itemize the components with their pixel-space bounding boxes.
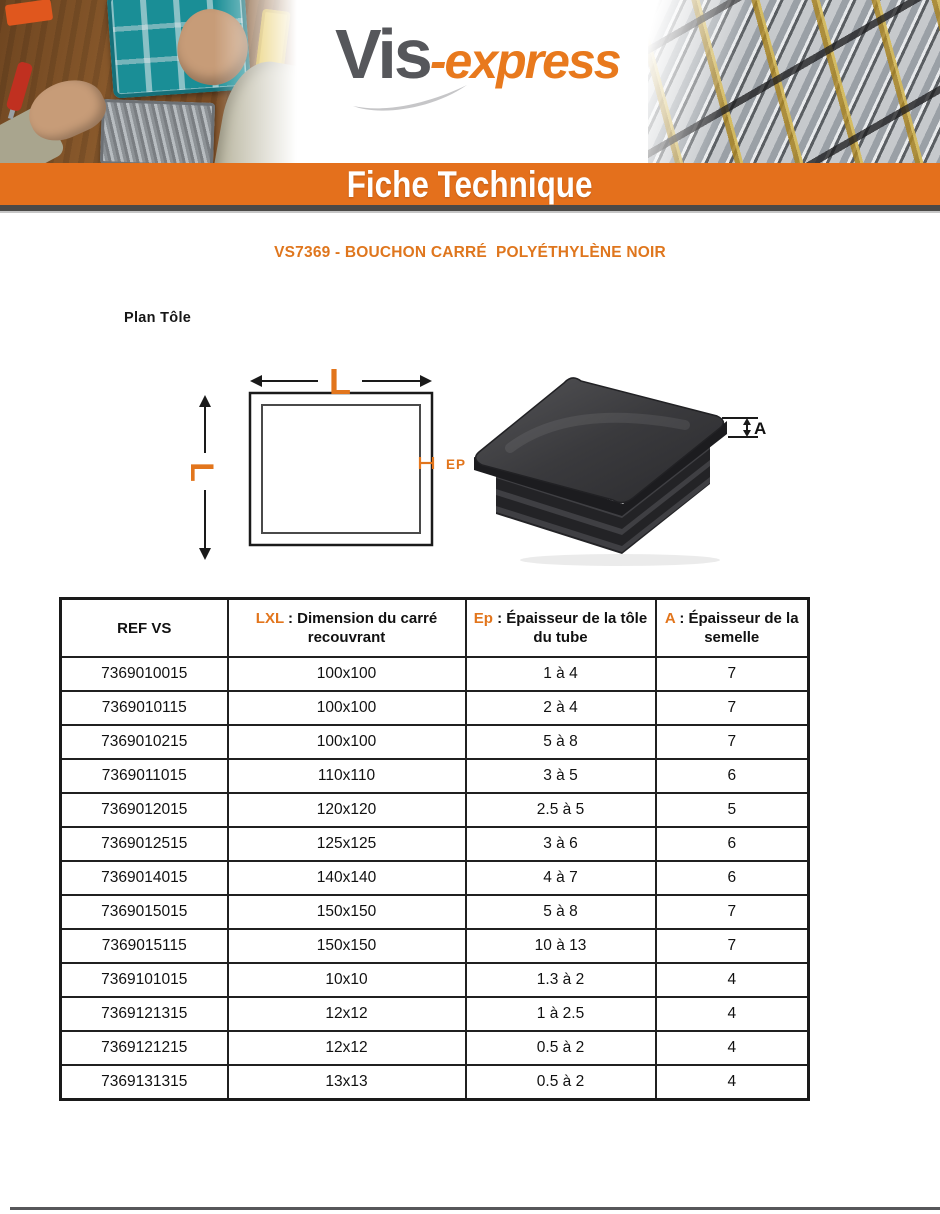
cell-dimension: 100x100 (228, 691, 466, 725)
sleeve-shape (0, 103, 67, 163)
screw-tray-shape (100, 99, 215, 163)
header-text: : Dimension du carré recouvrant (283, 610, 438, 646)
logo-text (335, 16, 625, 92)
table-row (61, 657, 809, 691)
cell-dimension: 125x125 (228, 827, 466, 861)
header-prefix: LXL (255, 610, 284, 627)
cell-dimension: 150x150 (228, 929, 466, 963)
logo-vis-text: Vis (335, 15, 430, 93)
header-text: REF VS (117, 619, 172, 637)
dim-label-l-horizontal: L (329, 361, 351, 402)
cell-thickness: 3 à 6 (466, 827, 656, 861)
cell-ref: 7369010015 (61, 657, 228, 691)
cell-sole: 6 (656, 759, 809, 793)
header-lxl (228, 599, 466, 658)
logo-express-text: -express (429, 33, 620, 89)
arrowhead-down-icon (199, 548, 211, 560)
cell-ref: 7369012515 (61, 827, 228, 861)
table-row (61, 793, 809, 827)
cell-sole: 7 (656, 929, 809, 963)
left-hand-shape (20, 68, 112, 150)
yellow-tool-shape (251, 8, 290, 105)
cell-dimension: 120x120 (228, 793, 466, 827)
sole-thickness-marker-icon (722, 418, 758, 437)
cell-sole: 4 (656, 1065, 809, 1100)
cell-sole: 4 (656, 1031, 809, 1065)
square-cap-illustration (470, 373, 780, 568)
banner-divider-light (0, 211, 940, 213)
spec-table-header-row (61, 599, 809, 658)
cell-ref: 7369131315 (61, 1065, 228, 1100)
screws-pile-photo (648, 0, 940, 163)
cell-thickness: 2 à 4 (466, 691, 656, 725)
cell-dimension: 12x12 (228, 1031, 466, 1065)
table-row (61, 895, 809, 929)
table-row (61, 827, 809, 861)
banner (0, 163, 940, 205)
cell-sole: 6 (656, 827, 809, 861)
cell-dimension: 100x100 (228, 725, 466, 759)
cell-thickness: 3 à 5 (466, 759, 656, 793)
cell-sole: 7 (656, 657, 809, 691)
spec-table-body (61, 657, 809, 1100)
header-ref-vs (61, 599, 228, 658)
table-row (61, 691, 809, 725)
cell-ref: 7369101015 (61, 963, 228, 997)
cell-sole: 5 (656, 793, 809, 827)
dim-label-l-vertical: L (184, 462, 220, 482)
table-row (61, 1065, 809, 1100)
arrowhead-right-icon (420, 375, 432, 387)
arrowhead-up-small-icon (743, 418, 751, 425)
tube-cross-section-diagram (183, 360, 473, 575)
cell-ref: 7369015115 (61, 929, 228, 963)
header-text: : Épaisseur de la tôle du tube (492, 610, 648, 646)
header-ep (466, 599, 656, 658)
cell-thickness: 5 à 8 (466, 895, 656, 929)
cell-sole: 6 (656, 861, 809, 895)
footer-rule (10, 1207, 940, 1210)
cell-ref: 7369121315 (61, 997, 228, 1031)
right-hand-shape (169, 2, 257, 93)
spec-table (59, 597, 810, 1101)
cell-thickness: 4 à 7 (466, 861, 656, 895)
header-prefix: Ep (473, 610, 493, 627)
screwdriver-shape (6, 61, 34, 112)
banner-title: Fiche Technique (347, 163, 593, 205)
cell-sole: 4 (656, 997, 809, 1031)
cell-thickness: 1.3 à 2 (466, 963, 656, 997)
cell-dimension: 12x12 (228, 997, 466, 1031)
product-title: VS7369 - BOUCHON CARRÉ POLYÉTHYLÈNE NOIR (274, 244, 666, 261)
cell-ref: 7369010115 (61, 691, 228, 725)
header-a (656, 599, 809, 658)
cell-sole: 7 (656, 895, 809, 929)
cell-ref: 7369121215 (61, 1031, 228, 1065)
vis-express-logo (335, 16, 625, 120)
cell-ref: 7369010215 (61, 725, 228, 759)
table-row (61, 963, 809, 997)
cell-ref: 7369014015 (61, 861, 228, 895)
right-arm-shape (214, 55, 306, 163)
orange-clamp-shape (5, 0, 53, 26)
plan-tole-label: Plan Tôle (124, 310, 192, 326)
cell-thickness: 0.5 à 2 (466, 1031, 656, 1065)
header-prefix: A (664, 610, 676, 627)
spec-table-container (59, 597, 807, 1101)
table-row (61, 1031, 809, 1065)
dim-label-a: A (754, 419, 767, 438)
cell-sole: 7 (656, 691, 809, 725)
cell-dimension: 150x150 (228, 895, 466, 929)
cell-ref: 7369011015 (61, 759, 228, 793)
cell-dimension: 110x110 (228, 759, 466, 793)
table-row (61, 929, 809, 963)
logo-swoosh-icon (351, 82, 471, 112)
cell-sole: 7 (656, 725, 809, 759)
inner-square (262, 405, 420, 533)
dim-label-ep: EP (446, 457, 467, 472)
cap-shadow (520, 554, 720, 566)
cell-thickness: 0.5 à 2 (466, 1065, 656, 1100)
header-text: : Épaisseur de la semelle (675, 610, 799, 646)
cell-thickness: 2.5 à 5 (466, 793, 656, 827)
arrowhead-left-icon (250, 375, 262, 387)
arrowhead-down-small-icon (743, 430, 751, 437)
cell-thickness: 1 à 4 (466, 657, 656, 691)
cell-thickness: 10 à 13 (466, 929, 656, 963)
table-row (61, 725, 809, 759)
cell-dimension: 140x140 (228, 861, 466, 895)
cell-dimension: 10x10 (228, 963, 466, 997)
cell-thickness: 5 à 8 (466, 725, 656, 759)
cell-ref: 7369015015 (61, 895, 228, 929)
arrowhead-up-icon (199, 395, 211, 407)
cell-thickness: 1 à 2.5 (466, 997, 656, 1031)
teal-organizer-box-shape (107, 0, 252, 99)
table-row (61, 861, 809, 895)
table-row (61, 759, 809, 793)
workshop-photo (0, 0, 306, 163)
cell-dimension: 13x13 (228, 1065, 466, 1100)
table-row (61, 997, 809, 1031)
cell-ref: 7369012015 (61, 793, 228, 827)
cell-dimension: 100x100 (228, 657, 466, 691)
cell-sole: 4 (656, 963, 809, 997)
